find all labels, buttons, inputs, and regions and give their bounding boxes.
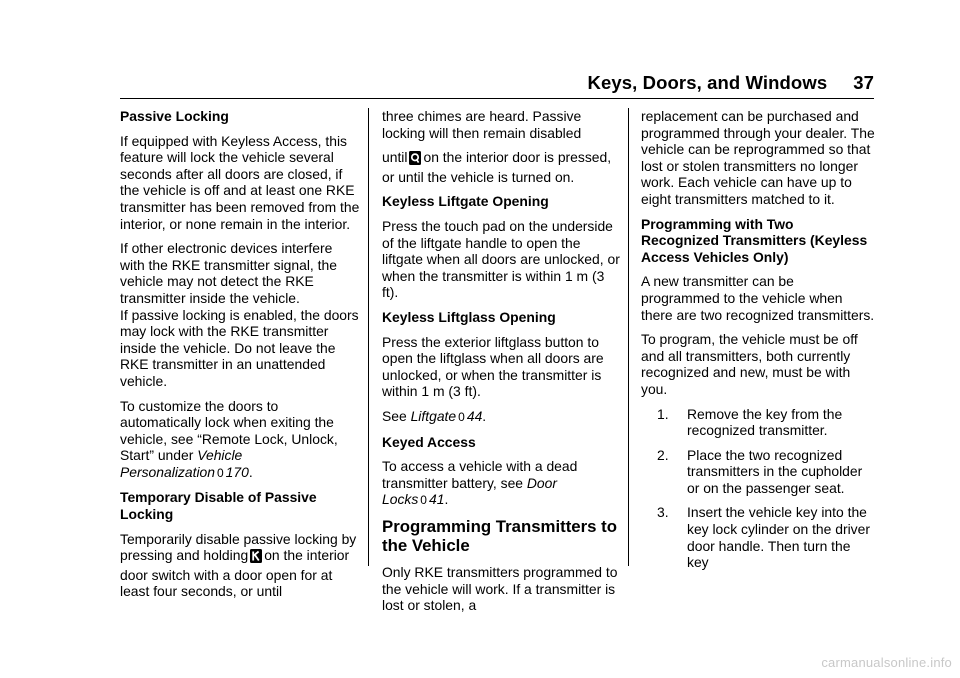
paragraph: To program, the vehicle must be off and all transmitters, both currently recognized and new, must be with you. <box>641 331 858 397</box>
list-item <box>657 504 875 570</box>
page-ref-arrow: 0 <box>458 409 465 424</box>
heading-temporary-disable: Temporary Disable of Passive Locking <box>120 489 317 523</box>
paragraph: If equipped with Keyless Access, this feature will lock the vehicle several seconds after all doors are closed, if the vehicle is off and at least one RKE transmitter has been removed from the interior, or none remain in the interior. <box>120 132 360 232</box>
step-text: Place the two recognized transmitters in the cupholder or on the passenger seat. <box>687 446 863 496</box>
paragraph-text: Temporarily disable passive locking by pressing and holding <box>120 530 357 564</box>
paragraph <box>382 408 622 426</box>
heading-keyless-liftglass: Keyless Liftglass Opening <box>382 308 556 325</box>
column-divider <box>628 108 629 566</box>
paragraph: A new transmitter can be programmed to the vehicle when there are two recognized transmitters. <box>641 273 875 323</box>
paragraph: replacement can be purchased and programmed through your dealer. The vehicle can be reprogrammed so that lost or stolen transmitters no longer work. Each vehicle can have up to eight transmitters matched to it. <box>641 108 875 207</box>
list-item <box>657 447 875 497</box>
paragraph <box>120 531 360 600</box>
steps-list <box>641 406 875 571</box>
paragraph: Press the touch pad on the underside of the liftgate handle to open the liftgate when all doors are unlocked, or when the transmitter is within 1 m (3 ft). <box>382 217 620 301</box>
column-divider <box>368 108 369 566</box>
heading-passive-locking: Passive Locking <box>120 108 229 124</box>
paragraph-text: To customize the doors to automatically lock when exiting the vehicle, see “Remote Lock, Unlock, Start” under <box>120 397 338 464</box>
punctuation: . <box>482 407 487 424</box>
paragraph <box>382 458 622 509</box>
unlock-button-icon <box>409 151 421 169</box>
heading-two-recognized: Programming with Two Recognized Transmitters (Keyless Access Vehicles Only) <box>641 215 868 265</box>
paragraph-text: If passive locking is enabled, the doors may lock with the RKE transmitter inside the vehicle. Do not leave the RKE transmitter in an unattended vehicle. <box>120 306 359 389</box>
punctuation: . <box>444 491 449 508</box>
step-number: 3. <box>657 504 669 521</box>
paragraph <box>120 398 360 482</box>
page-ref-number[interactable]: 41 <box>428 491 445 508</box>
punctuation: . <box>248 463 253 480</box>
header-rule <box>120 98 874 99</box>
watermark <box>0 655 960 670</box>
cross-reference-link[interactable]: Liftgate <box>410 407 457 424</box>
heading-keyed-access: Keyed Access <box>382 433 476 450</box>
page-number: 37 <box>853 72 874 93</box>
list-item <box>657 406 875 439</box>
column-1 <box>120 108 360 608</box>
watermark-text: carmanualsonline.info <box>821 655 952 670</box>
page-ref-number[interactable]: 44 <box>466 407 483 424</box>
paragraph-text: If other electronic devices interfere with the RKE transmitter signal, the vehicle may not detect the RKE transmitter inside the vehicle. <box>120 240 337 306</box>
paragraph <box>382 149 622 185</box>
lock-button-icon <box>250 549 262 567</box>
page-ref-arrow: 0 <box>420 493 427 508</box>
paragraph-text: until <box>382 149 408 166</box>
cross-reference-link[interactable]: Vehicle Personalization <box>120 447 243 480</box>
cross-reference-link[interactable]: Door Locks <box>382 474 557 508</box>
paragraph: Press the exterior liftglass button to open the liftglass when all doors are unlocked, or when the transmitter is within 1 m (3 ft). <box>382 333 604 400</box>
column-2 <box>382 108 622 622</box>
section-title: Keys, Doors, and Windows <box>587 72 828 93</box>
paragraph: three chimes are heard. Passive locking will then remain disabled <box>382 108 582 141</box>
step-text: Remove the key from the recognized transmitter. <box>687 405 843 439</box>
step-text: Insert the vehicle key into the key lock cylinder on the driver door handle. Then turn the key <box>687 504 870 571</box>
page-ref-number[interactable]: 170 <box>225 463 249 480</box>
paragraph-text: on the interior door switch with a door open for at least four seconds, or until <box>120 547 350 600</box>
step-number: 2. <box>657 446 669 463</box>
paragraph-text: on the interior door is pressed, or until the vehicle is turned on. <box>382 149 612 185</box>
paragraph: Only RKE transmitters programmed to the vehicle will work. If a transmitter is lost or stolen, a <box>382 564 618 614</box>
heading-keyless-liftgate: Keyless Liftgate Opening <box>382 193 549 210</box>
page-header <box>120 72 874 94</box>
column-3 <box>641 108 875 579</box>
step-number: 1. <box>657 405 669 422</box>
paragraph-text: See <box>382 407 411 424</box>
paragraph-text: To access a vehicle with a dead transmitter battery, see <box>382 458 578 491</box>
paragraph <box>120 240 360 389</box>
page-ref-arrow: 0 <box>216 465 224 480</box>
section-heading-programming: Programming Transmitters to the Vehicle <box>382 516 617 556</box>
